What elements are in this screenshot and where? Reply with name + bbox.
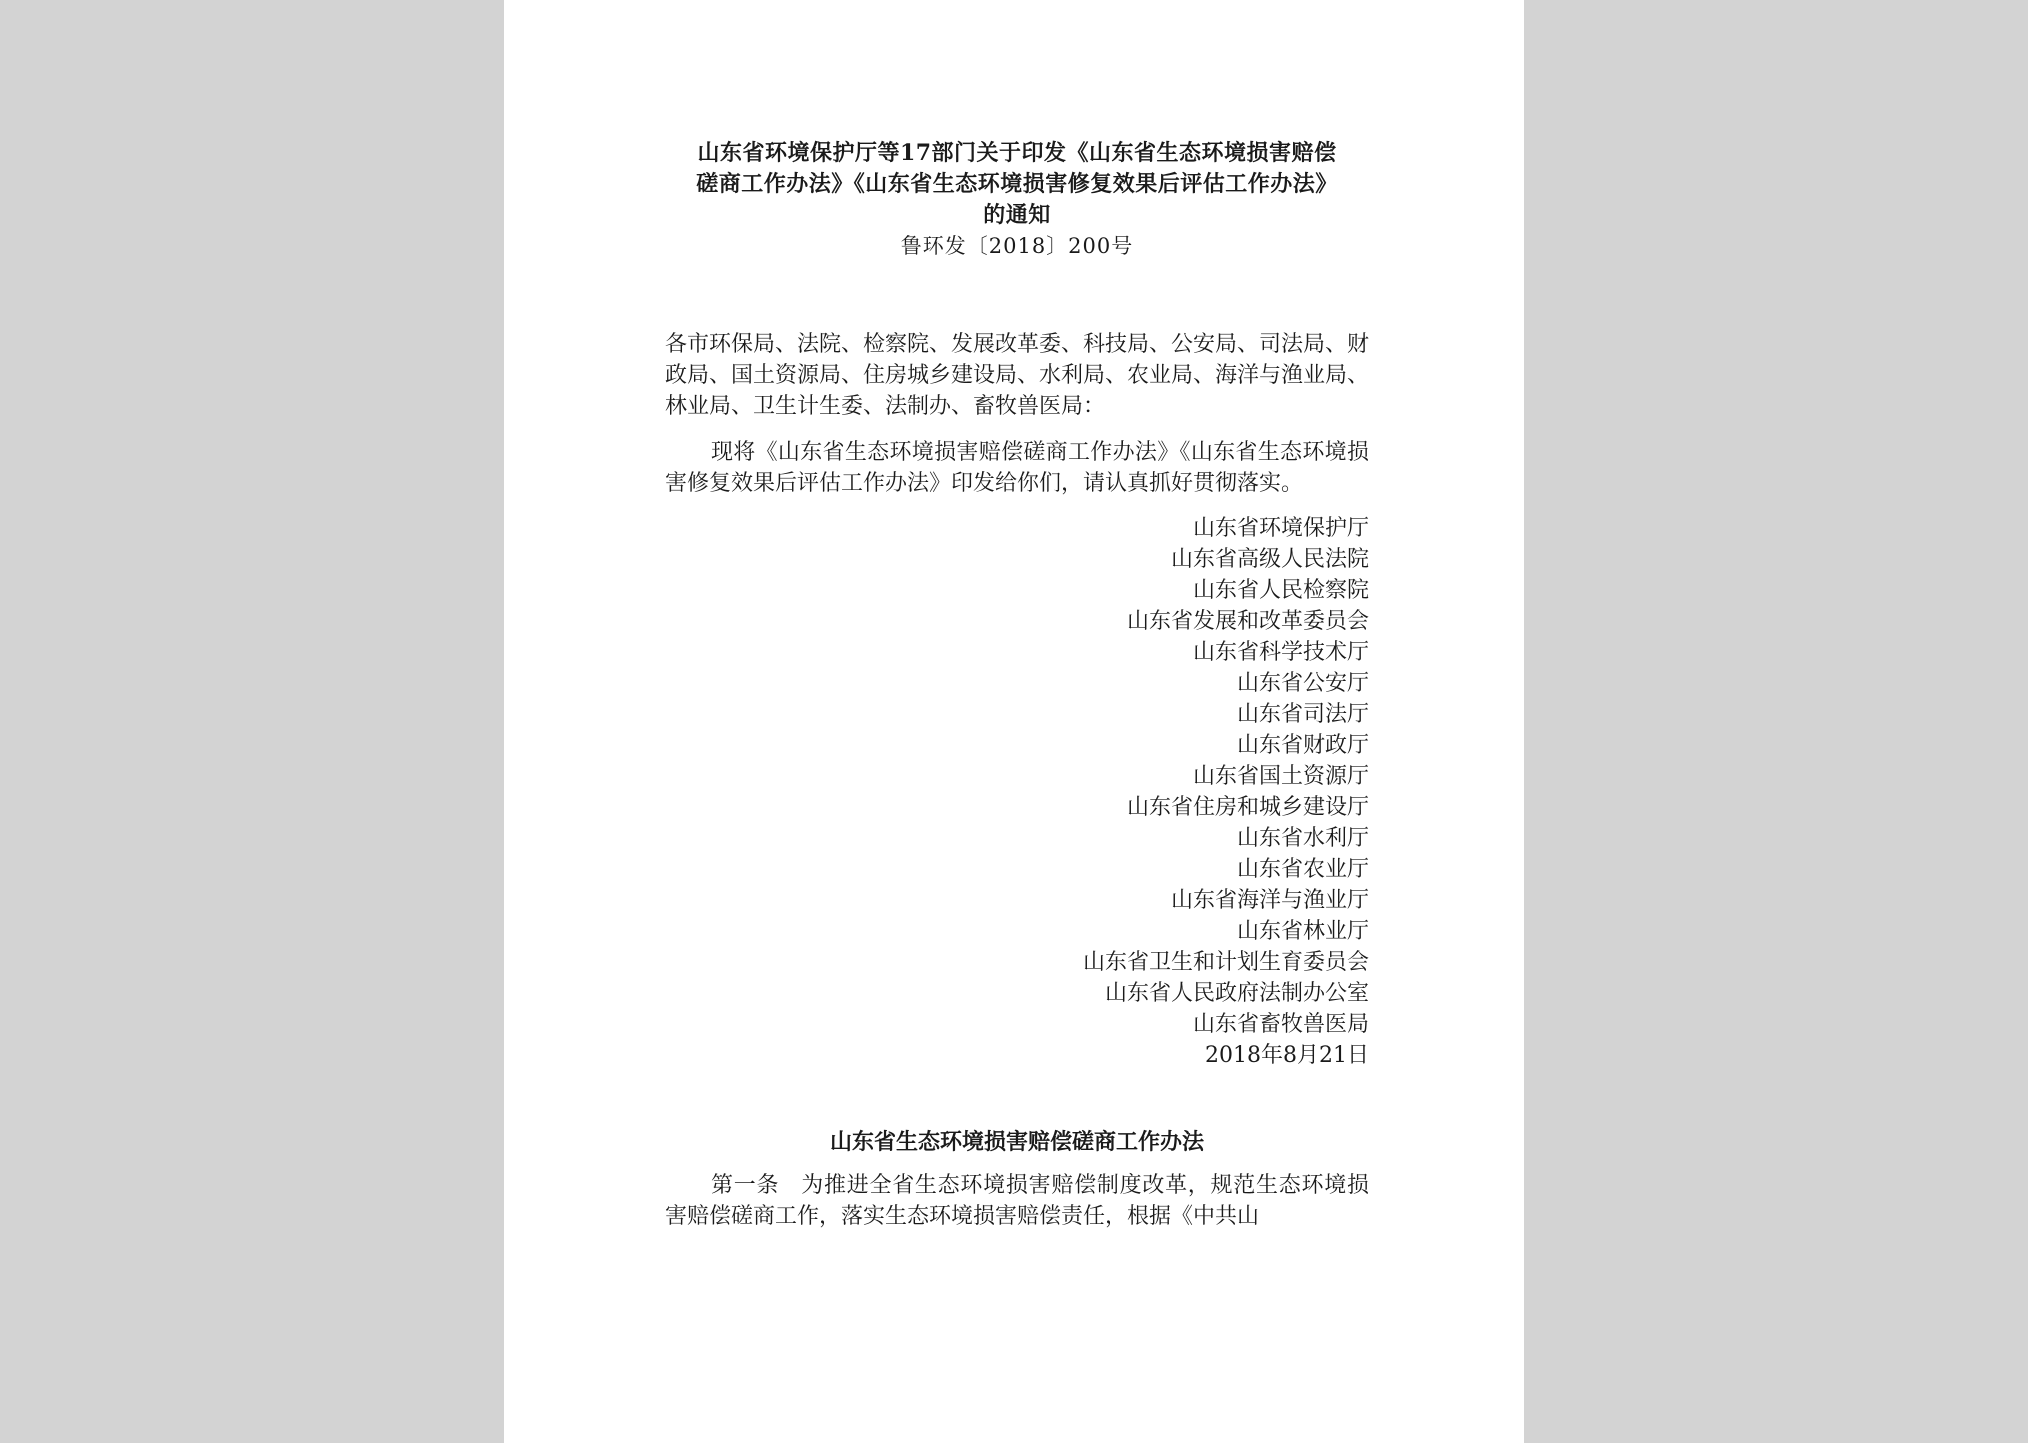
- signatory: 山东省科学技术厅: [1192, 640, 1369, 665]
- notice-body-paragraph: 现将《山东省生态环境损害赔偿磋商工作办法》《山东省生态环境损害修复效果后评估工作办法》印发给你们，请认真抓好贯彻落实。: [665, 440, 1369, 496]
- signatory: 山东省人民政府法制办公室: [1104, 981, 1369, 1006]
- document-page: [504, 0, 1524, 1443]
- article-text: 为推进全省生态环境损害赔偿制度改革，规范生态环境损害赔偿磋商工作，落实生态环境损害赔偿责任，根据《中共山: [665, 1173, 1369, 1229]
- title-line-3: 的通知: [983, 202, 1051, 228]
- signatory: 山东省农业厅: [1236, 857, 1369, 882]
- signatory: 山东省卫生和计划生育委员会: [1082, 950, 1369, 975]
- issue-date: 2018年8月21日: [1205, 1043, 1369, 1068]
- signatory-list: [665, 513, 1369, 1071]
- signatory: 山东省畜牧兽医局: [1192, 1012, 1369, 1037]
- signatory: 山东省国土资源厅: [1192, 764, 1369, 789]
- title-line-1: 山东省环境保护厅等17部门关于印发《山东省生态环境损害赔偿: [697, 140, 1337, 166]
- signatory: 山东省公安厅: [1236, 671, 1369, 696]
- signatory: 山东省水利厅: [1236, 826, 1369, 851]
- signatory: 山东省财政厅: [1236, 733, 1369, 758]
- document-title: [665, 138, 1369, 231]
- section-title: 山东省生态环境损害赔偿磋商工作办法: [829, 1129, 1204, 1155]
- signatory: 山东省人民检察院: [1192, 578, 1369, 603]
- signatory: 山东省高级人民法院: [1170, 547, 1369, 572]
- title-line-2: 磋商工作办法》《山东省生态环境损害修复效果后评估工作办法》: [696, 171, 1338, 197]
- article-label: 第一条: [711, 1173, 780, 1198]
- article-1: [665, 1170, 1369, 1232]
- signatory: 山东省住房和城乡建设厅: [1126, 795, 1369, 820]
- signatory: 山东省司法厅: [1236, 702, 1369, 727]
- document-number: 鲁环发〔2018〕200号: [900, 234, 1134, 258]
- signatory: 山东省海洋与渔业厅: [1170, 888, 1369, 913]
- signatory: 山东省林业厅: [1236, 919, 1369, 944]
- signatory: 山东省环境保护厅: [1192, 516, 1369, 541]
- addressees-paragraph: 各市环保局、法院、检察院、发展改革委、科技局、公安局、司法局、财政局、国土资源局、住房城乡建设局、水利局、农业局、海洋与渔业局、林业局、卫生计生委、法制办、畜牧兽医局：: [665, 332, 1370, 419]
- document-content: [665, 138, 1369, 1232]
- signatory: 山东省发展和改革委员会: [1126, 609, 1369, 634]
